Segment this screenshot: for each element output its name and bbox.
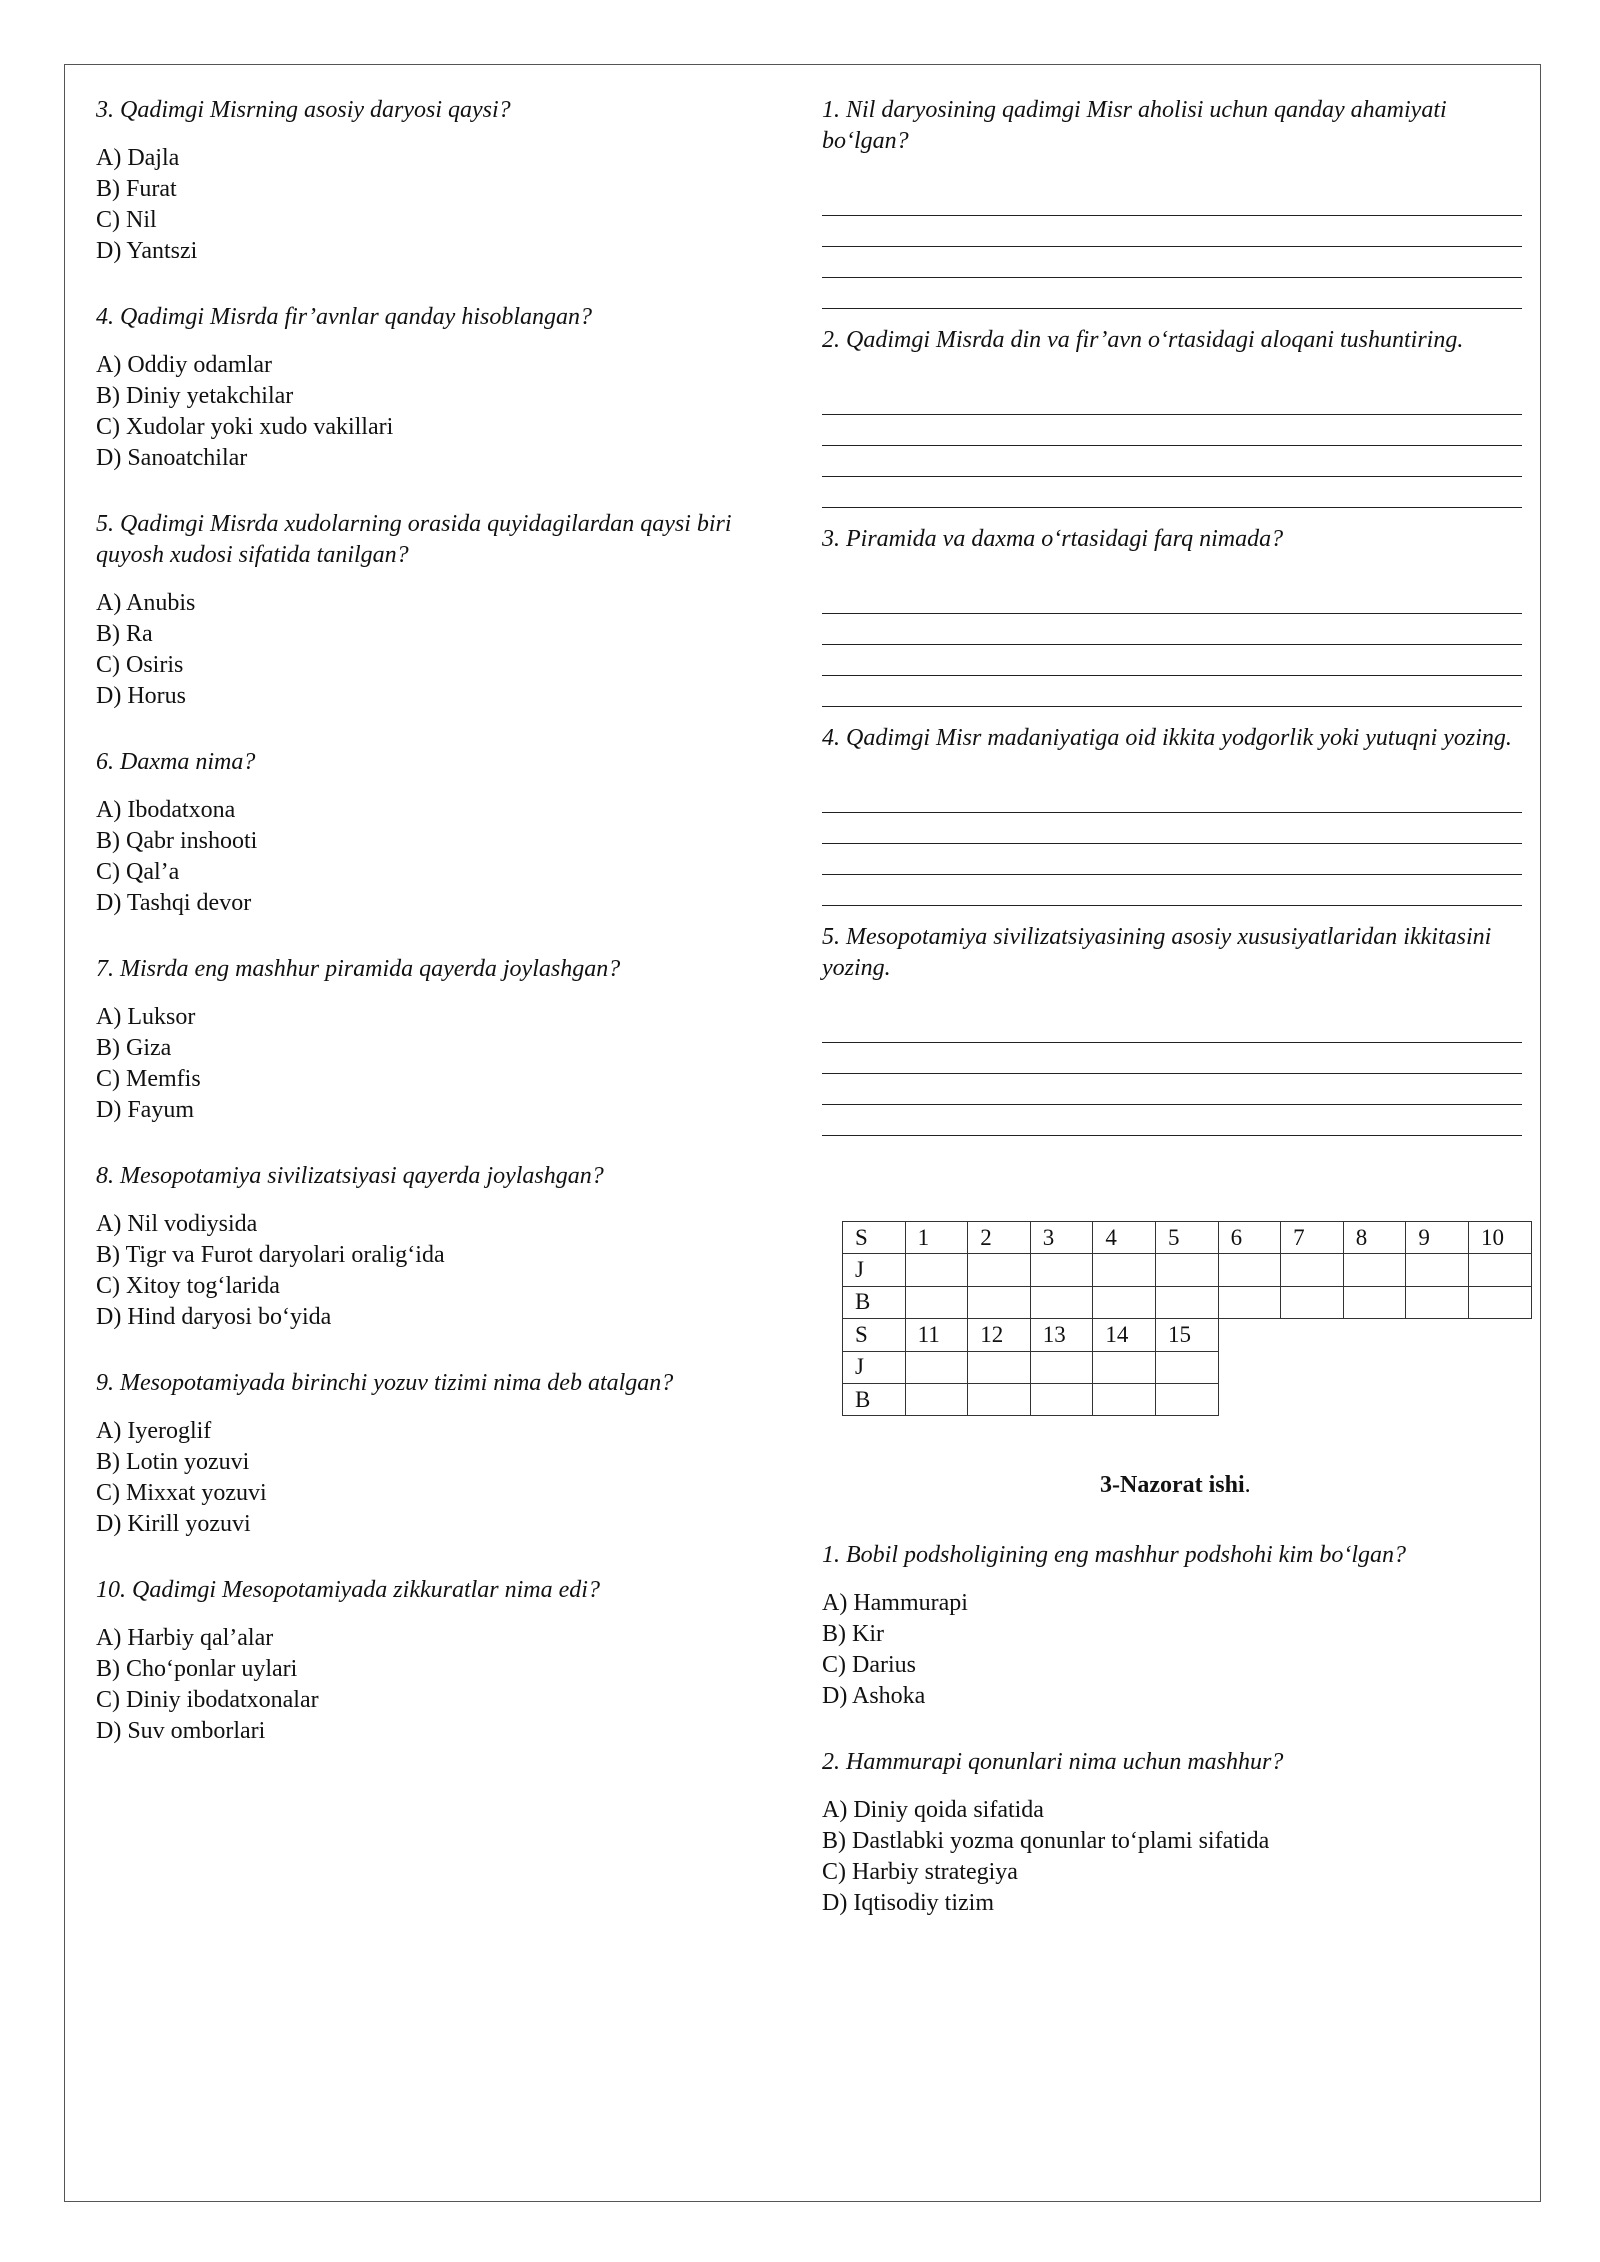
option-a: A) Harbiy qal’alar	[96, 1625, 274, 1651]
question-text: 9. Mesopotamiyada birinchi yozuv tizimi nima deb atalgan?	[96, 1370, 674, 1396]
options-list	[96, 1002, 776, 1126]
grid-answer-cell[interactable]	[968, 1254, 1031, 1286]
open-question-block	[822, 95, 1524, 309]
grid-header-cell: S	[843, 1319, 906, 1351]
question-block	[96, 95, 776, 267]
grid-answer-cell[interactable]	[1093, 1286, 1156, 1318]
grid-answer-cell[interactable]	[1030, 1254, 1093, 1286]
option-c: C) Mixxat yozuvi	[96, 1480, 267, 1506]
grid-header-cell: 3	[1030, 1222, 1093, 1254]
grid-answer-cell[interactable]	[1218, 1254, 1281, 1286]
grid-row-label: B	[843, 1286, 906, 1318]
grid-empty-cell	[1218, 1351, 1281, 1383]
answer-line[interactable]	[822, 645, 1522, 676]
answer-lines[interactable]	[822, 791, 1524, 906]
grid-answer-row	[843, 1351, 1532, 1383]
grid-empty-cell	[1343, 1351, 1406, 1383]
grid-answer-cell[interactable]	[905, 1383, 968, 1415]
grid-answer-cell[interactable]	[1468, 1286, 1531, 1318]
option-c: C) Osiris	[96, 652, 184, 678]
answer-line[interactable]	[822, 1074, 1522, 1105]
question-text: 7. Misrda eng mashhur piramida qayerda joylashgan?	[96, 956, 621, 982]
grid-header-cell: 13	[1030, 1319, 1093, 1351]
option-a: A) Luksor	[96, 1004, 196, 1030]
option-b: B) Giza	[96, 1035, 172, 1061]
grid-header-cell: 10	[1468, 1222, 1531, 1254]
option-c: C) Xudolar yoki xudo vakillari	[96, 414, 394, 440]
option-d: D) Iqtisodiy tizim	[822, 1890, 994, 1916]
grid-answer-cell[interactable]	[1030, 1383, 1093, 1415]
grid-answer-cell[interactable]	[1030, 1286, 1093, 1318]
question-text: 8. Mesopotamiya sivilizatsiyasi qayerda joylashgan?	[96, 1163, 604, 1189]
option-a: A) Dajla	[96, 145, 180, 171]
grid-empty-cell	[1468, 1319, 1531, 1351]
option-b: B) Diniy yetakchilar	[96, 383, 294, 409]
grid-answer-row	[843, 1254, 1532, 1286]
option-b: B) Kir	[822, 1621, 884, 1647]
grid-header-cell: 2	[968, 1222, 1031, 1254]
grid-empty-cell	[1281, 1319, 1344, 1351]
option-b: B) Cho‘ponlar uylari	[96, 1656, 298, 1682]
answer-lines[interactable]	[822, 393, 1524, 508]
grid-answer-cell[interactable]	[1281, 1254, 1344, 1286]
grid-answer-cell[interactable]	[905, 1254, 968, 1286]
options-list	[96, 143, 776, 267]
grid-empty-cell	[1468, 1383, 1531, 1415]
answer-line[interactable]	[822, 1105, 1522, 1136]
grid-header-cell: 5	[1155, 1222, 1218, 1254]
option-d: D) Fayum	[96, 1097, 194, 1123]
answer-line[interactable]	[822, 216, 1522, 247]
right-column	[822, 95, 1524, 1152]
grid-empty-cell	[1218, 1383, 1281, 1415]
question-text: 2. Hammurapi qonunlari nima uchun mashhur?	[822, 1749, 1284, 1775]
grid-answer-cell[interactable]	[905, 1351, 968, 1383]
options-list	[822, 1588, 1524, 1712]
grid-header-cell: S	[843, 1222, 906, 1254]
options-list	[96, 350, 776, 474]
grid-answer-cell[interactable]	[1281, 1286, 1344, 1318]
grid-answer-cell[interactable]	[1343, 1286, 1406, 1318]
answer-line[interactable]	[822, 477, 1522, 508]
grid-answer-cell[interactable]	[968, 1351, 1031, 1383]
grid-answer-cell[interactable]	[968, 1383, 1031, 1415]
grid-header-row	[843, 1222, 1532, 1254]
open-question-block	[822, 325, 1524, 508]
question-text: 5. Qadimgi Misrda xudolarning orasida quyidagilardan qaysi biri quyosh xudosi sifatida tanilgan?	[96, 511, 732, 568]
grid-header-cell: 7	[1281, 1222, 1344, 1254]
question-text: 3. Qadimgi Misrning asosiy daryosi qaysi?	[96, 97, 511, 123]
grid-header-cell: 9	[1406, 1222, 1469, 1254]
answer-line[interactable]	[822, 1021, 1522, 1043]
grid-answer-cell[interactable]	[1406, 1286, 1469, 1318]
option-d: D) Kirill yozuvi	[96, 1511, 251, 1537]
section-title-period: .	[1244, 1472, 1251, 1498]
section-questions	[822, 1540, 1524, 1954]
options-list	[96, 588, 776, 712]
question-text: 1. Bobil podsholigining eng mashhur podshohi kim bo‘lgan?	[822, 1542, 1406, 1568]
answer-lines[interactable]	[822, 592, 1524, 707]
left-column	[96, 95, 776, 1782]
answer-line[interactable]	[822, 614, 1522, 645]
question-text: 6. Daxma nima?	[96, 749, 256, 775]
answer-line[interactable]	[822, 676, 1522, 707]
grid-header-cell: 1	[905, 1222, 968, 1254]
grid-answer-cell[interactable]	[1468, 1254, 1531, 1286]
option-a: A) Hammurapi	[822, 1590, 968, 1616]
grid-answer-cell[interactable]	[1155, 1286, 1218, 1318]
option-d: D) Horus	[96, 683, 186, 709]
option-a: A) Diniy qoida sifatida	[822, 1797, 1044, 1823]
open-question-text: 4. Qadimgi Misr madaniyatiga oid ikkita yodgorlik yoki yutuqni yozing.	[822, 725, 1512, 751]
grid-answer-cell[interactable]	[1406, 1254, 1469, 1286]
grid-answer-row	[843, 1383, 1532, 1415]
options-list	[822, 1795, 1524, 1919]
question-block	[96, 1161, 776, 1333]
option-a: A) Nil vodiysida	[96, 1211, 258, 1237]
option-d: D) Suv omborlari	[96, 1718, 266, 1744]
answer-line[interactable]	[822, 393, 1522, 415]
option-c: C) Qal’a	[96, 859, 180, 885]
option-d: D) Hind daryosi bo‘yida	[96, 1304, 332, 1330]
answer-grid	[842, 1221, 1532, 1416]
grid-header-cell: 11	[905, 1319, 968, 1351]
option-a: A) Ibodatxona	[96, 797, 236, 823]
grid-answer-cell[interactable]	[1030, 1351, 1093, 1383]
option-c: C) Xitoy tog‘larida	[96, 1273, 280, 1299]
grid-empty-cell	[1343, 1319, 1406, 1351]
grid-answer-cell[interactable]	[1093, 1383, 1156, 1415]
grid-header-cell: 4	[1093, 1222, 1156, 1254]
answer-lines[interactable]	[822, 194, 1524, 309]
option-d: D) Sanoatchilar	[96, 445, 248, 471]
open-question-text: 5. Mesopotamiya sivilizatsiyasining asosiy xususiyatlaridan ikkitasini yozing.	[822, 924, 1492, 981]
option-b: B) Dastlabki yozma qonunlar to‘plami sifatida	[822, 1828, 1270, 1854]
answer-line[interactable]	[822, 194, 1522, 216]
grid-empty-cell	[1218, 1319, 1281, 1351]
answer-line[interactable]	[822, 415, 1522, 446]
grid-empty-cell	[1343, 1383, 1406, 1415]
question-block	[822, 1540, 1524, 1712]
grid-header-cell: 6	[1218, 1222, 1281, 1254]
open-question-text: 1. Nil daryosining qadimgi Misr aholisi uchun qanday ahamiyati bo‘lgan?	[822, 97, 1447, 154]
option-d: D) Tashqi devor	[96, 890, 252, 916]
grid-header-cell: 12	[968, 1319, 1031, 1351]
options-list	[96, 1416, 776, 1540]
answer-line[interactable]	[822, 875, 1522, 906]
question-block	[96, 1575, 776, 1747]
answer-line[interactable]	[822, 1043, 1522, 1074]
options-list	[96, 1209, 776, 1333]
grid-answer-cell[interactable]	[905, 1286, 968, 1318]
option-c: C) Harbiy strategiya	[822, 1859, 1018, 1885]
grid-row-label: J	[843, 1254, 906, 1286]
options-list	[96, 1623, 776, 1747]
answer-line[interactable]	[822, 278, 1522, 309]
grid-empty-cell	[1406, 1319, 1469, 1351]
grid-answer-cell[interactable]	[1093, 1254, 1156, 1286]
option-a: A) Iyeroglif	[96, 1418, 212, 1444]
grid-answer-cell[interactable]	[1218, 1286, 1281, 1318]
options-list	[96, 795, 776, 919]
open-question-block	[822, 922, 1524, 1136]
grid-answer-cell[interactable]	[1093, 1351, 1156, 1383]
question-block	[96, 509, 776, 712]
option-a: A) Anubis	[96, 590, 196, 616]
answer-lines[interactable]	[822, 1021, 1524, 1136]
grid-empty-cell	[1468, 1351, 1531, 1383]
question-text: 4. Qadimgi Misrda fir’avnlar qanday hisoblangan?	[96, 304, 592, 330]
question-block	[822, 1747, 1524, 1919]
question-block	[96, 1368, 776, 1540]
grid-header-row	[843, 1319, 1532, 1351]
answer-line[interactable]	[822, 844, 1522, 875]
answer-line[interactable]	[822, 813, 1522, 844]
question-text: 10. Qadimgi Mesopotamiyada zikkuratlar nima edi?	[96, 1577, 600, 1603]
grid-row-label: B	[843, 1383, 906, 1415]
option-c: C) Darius	[822, 1652, 916, 1678]
grid-answer-cell[interactable]	[1155, 1351, 1218, 1383]
grid-answer-cell[interactable]	[1343, 1254, 1406, 1286]
answer-line[interactable]	[822, 592, 1522, 614]
grid-empty-cell	[1281, 1383, 1344, 1415]
grid-empty-cell	[1406, 1351, 1469, 1383]
open-question-text: 3. Piramida va daxma o‘rtasidagi farq nimada?	[822, 526, 1284, 552]
open-question-block	[822, 723, 1524, 906]
question-block	[96, 302, 776, 474]
grid-header-cell: 15	[1155, 1319, 1218, 1351]
answer-line[interactable]	[822, 446, 1522, 477]
section-title	[1100, 1470, 1360, 1501]
grid-row-label: J	[843, 1351, 906, 1383]
option-b: B) Tigr va Furot daryolari oralig‘ida	[96, 1242, 445, 1268]
open-question-text: 2. Qadimgi Misrda din va fir’avn o‘rtasidagi aloqani tushuntiring.	[822, 327, 1464, 353]
option-c: C) Nil	[96, 207, 157, 233]
option-b: B) Qabr inshooti	[96, 828, 258, 854]
option-a: A) Oddiy odamlar	[96, 352, 272, 378]
option-d: D) Yantszi	[96, 238, 198, 264]
option-b: B) Furat	[96, 176, 177, 202]
grid-empty-cell	[1406, 1383, 1469, 1415]
grid-answer-cell[interactable]	[1155, 1383, 1218, 1415]
question-block	[96, 747, 776, 919]
answer-line[interactable]	[822, 247, 1522, 278]
grid-answer-row	[843, 1286, 1532, 1318]
option-b: B) Lotin yozuvi	[96, 1449, 250, 1475]
grid-answer-cell[interactable]	[1155, 1254, 1218, 1286]
question-block	[96, 954, 776, 1126]
option-c: C) Memfis	[96, 1066, 201, 1092]
option-b: B) Ra	[96, 621, 153, 647]
option-d: D) Ashoka	[822, 1683, 926, 1709]
grid-answer-cell[interactable]	[968, 1286, 1031, 1318]
section-title-text: 3-Nazorat ishi	[1100, 1472, 1245, 1498]
grid-header-cell: 14	[1093, 1319, 1156, 1351]
answer-line[interactable]	[822, 791, 1522, 813]
option-c: C) Diniy ibodatxonalar	[96, 1687, 319, 1713]
grid-header-cell: 8	[1343, 1222, 1406, 1254]
grid-empty-cell	[1281, 1351, 1344, 1383]
open-question-block	[822, 524, 1524, 707]
